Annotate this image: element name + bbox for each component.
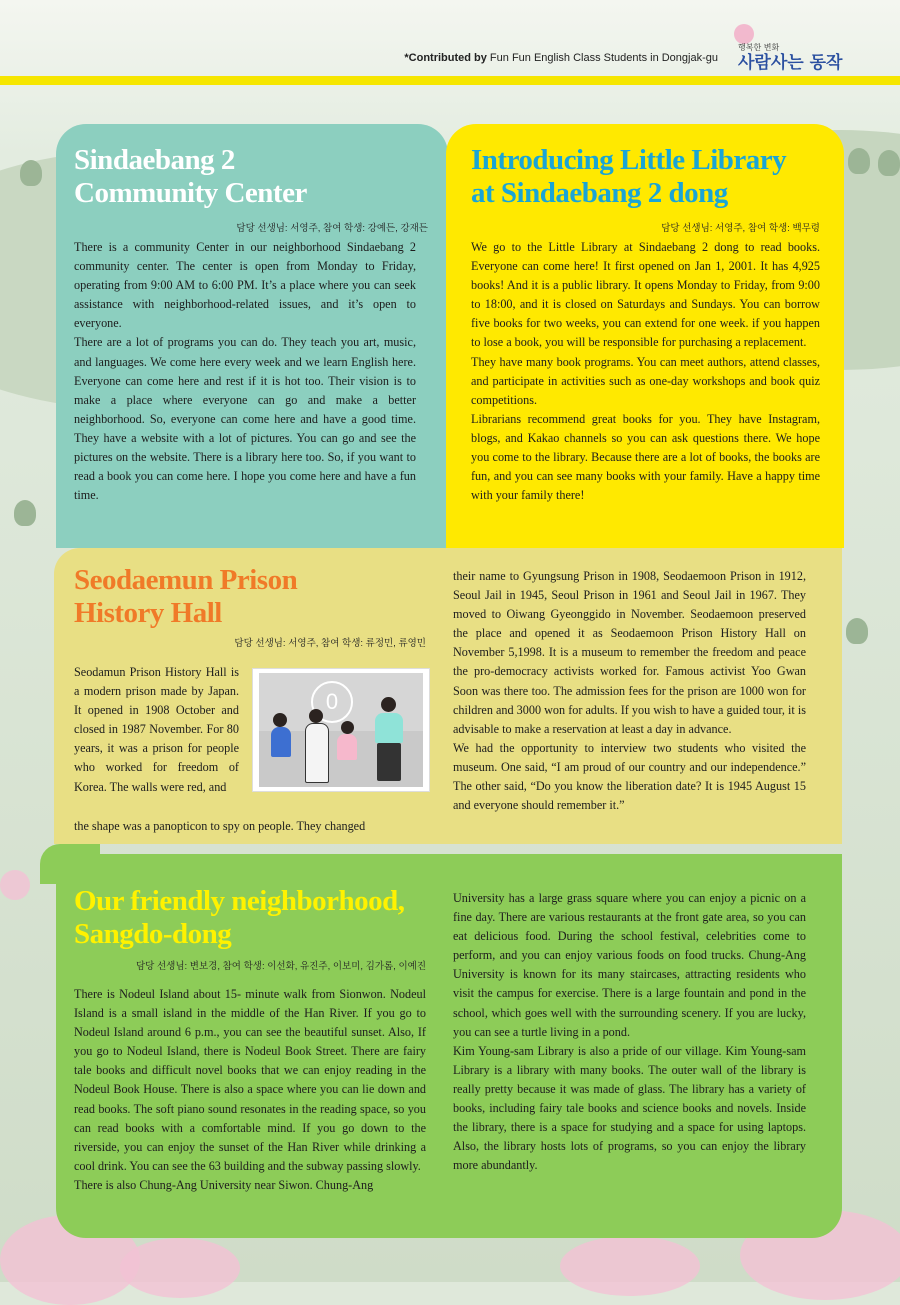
- tree-decoration: [14, 500, 36, 526]
- cherry-blossom-decoration: [560, 1236, 700, 1296]
- community-center-title: Sindaebang 2 Community Center: [74, 144, 307, 209]
- dongjak-logo: [730, 20, 850, 80]
- student-figure: [271, 727, 291, 757]
- little-library-credit: 담당 선생님: 서영주, 참여 학생: 백무령: [661, 223, 820, 234]
- tree-decoration: [846, 618, 868, 644]
- prison-history-right-text: their name to Gyungsung Prison in 1908, Seodaemoon Prison in 1912, Seoul Jail in 1945, Seoul Prison in 1961 and Seoul Jail in 1967. They moved to Oiwang Gyeonggido in November. Seodaemoon preserved the place and opened it as Seodaemoon Prison History Hall on November 5,1998. It is a museum to remember the freedom and peace the pro-democracy activists worked for. Famous activist Yoo Gwan Soon was there too. The admission fees for the prison are 1000 won for children and 3000 won for adults. If you wish to have a guided tour, it is advisable to make a reservation at least a day in advance. We had the opportunity to interview two students who visited the museum. One said, “I am proud of our country and our independence.” The other said, “Do you know the liberation date? It is 1945 August 15 and everyone should remember it.”: [453, 569, 806, 813]
- student-figure: [375, 713, 403, 743]
- contributor-credit: *Contributed by Fun Fun English Class Students in Dongjak-gu: [404, 52, 718, 64]
- prison-history-title: Seodaemun Prison History Hall: [74, 564, 298, 629]
- community-center-body: There is a community Center in our neighborhood Sindaebang 2 community center. The center is open from Monday to Friday, operating from 9:00 AM to 6:00 PM. It’s a place where you can seek assistance with neighborhood-related issues, and it’s open to everyone. There are a lot of programs you can do. They teach you art, music, and languages. We come here every week and we learn English here. Everyone can come here and rest if it is hot too. Their vision is to make a place where everyone can go and make a better neighborhood. So, everyone can come here and have a good time. They have a website with a lot of pictures. You can go and see the pictures on the website. There is a library here too. So, if you want to read a book you can come here. I hope you come here and have a fun time.: [74, 240, 416, 503]
- svg-text:행복한 변화: 행복한 변화: [738, 43, 780, 52]
- sangdo-right-text: University has a large grass square where you can enjoy a picnic on a fine day. There are various restaurants at the front gate area, so you can eat delicious food. During the school festival, celebrities come to perform, and you can enjoy various foods on food trucks. Chung-Ang University is known for its many staircases, attracting residents who visit the campus for exercise. There is a large fountain and pond in the school, which goes well with the surrounding scenery. If you are lucky, you can see a turtle living in a pond. Kim Young-sam Library is also a pride of our village. Kim Young-sam Library is a library with many books. The outer wall of the library is really pretty because it was made of glass. The library has a variety of books, including fairy tale books and science books and novels. Inside the library, there is a space for studying and a space for using laptops. Also, the library hosts lots of programs, so you can enjoy the library more abundantly.: [453, 891, 806, 1173]
- prison-history-bottom-line: the shape was a panopticon to spy on people. They changed: [74, 819, 366, 833]
- little-library-title: Introducing Little Library at Sindaebang 2 dong: [471, 144, 787, 209]
- community-center-credit: 담당 선생님: 서영주, 참여 학생: 강예든, 강재든: [236, 223, 428, 234]
- students-photo: [252, 668, 430, 792]
- tree-decoration: [20, 160, 42, 186]
- sangdo-title: Our friendly neighborhood, Sangdo-dong: [74, 885, 405, 950]
- museum-sign: 0: [311, 681, 353, 723]
- tree-decoration: [878, 150, 900, 176]
- tree-decoration: [848, 148, 870, 174]
- header-yellow-bar: [0, 76, 900, 85]
- little-library-body: We go to the Little Library at Sindaebang 2 dong to read books. Everyone can come here! It first opened on Jan 1, 2001. It has 4,925 books! And it is a public library. It opens Monday to Friday, from 9:00 to 18:00, and it is closed on Saturdays and Sundays. You can borrow five books for two weeks, you can extend for one week. if you happen to lose a book, you will be responsible for purchasing a replacement. They have many book programs. You can meet authors, attend classes, and participate in activities such as one-day workshops and book quiz competitions. Librarians recommend great books for you. They have Instagram, blogs, and Kakao channels so you can ask questions there. We hope you come to the library. Because there are a lot of books, the books are fun, and you can see many books with your family. Have a happy time with your family there!: [471, 240, 820, 503]
- cherry-blossom-decoration: [0, 870, 30, 900]
- student-figure: [337, 734, 357, 760]
- prison-history-credit: 담당 선생님: 서영주, 참여 학생: 류정민, 류영민: [234, 638, 426, 649]
- sangdo-credit: 담당 선생님: 변보경, 참여 학생: 이선화, 유진주, 이보미, 김가롬, 이예진: [135, 961, 426, 972]
- prison-history-left-text: Seodamun Prison History Hall is a modern prison made by Japan. It opened in 1908 October and closed in 1987 November. For 80 years, it was a prison for people who worked for freedom of Korea. The walls were red, and: [74, 665, 239, 794]
- svg-text:사람사는 동작: 사람사는 동작: [738, 53, 843, 73]
- sangdo-left-text: There is Nodeul Island about 15- minute walk from Sionwon. Nodeul Island is a small island in the middle of the Han River. If you go to Nodeul Island around 6 p.m., you can see the beautiful sunset. Also, If you go to Nodeul Island, there is Nodeul Book Street. There are fairy tale books and difficult novel books that we can enjoy reading in the Nodeul Book House. There is also a space where you can lie down and read books. The soft piano sound resonates in the reading space, so you can read books with a comfortable mind. If you go down to the riverside, you can enjoy the sunset of the Han River while drinking a cool drink. You can see the 63 building and the subway passing slowly. There is also Chung-Ang University near Siwon. Chung-Ang: [74, 987, 426, 1192]
- cherry-blossom-decoration: [120, 1238, 240, 1298]
- student-figure: [305, 723, 329, 783]
